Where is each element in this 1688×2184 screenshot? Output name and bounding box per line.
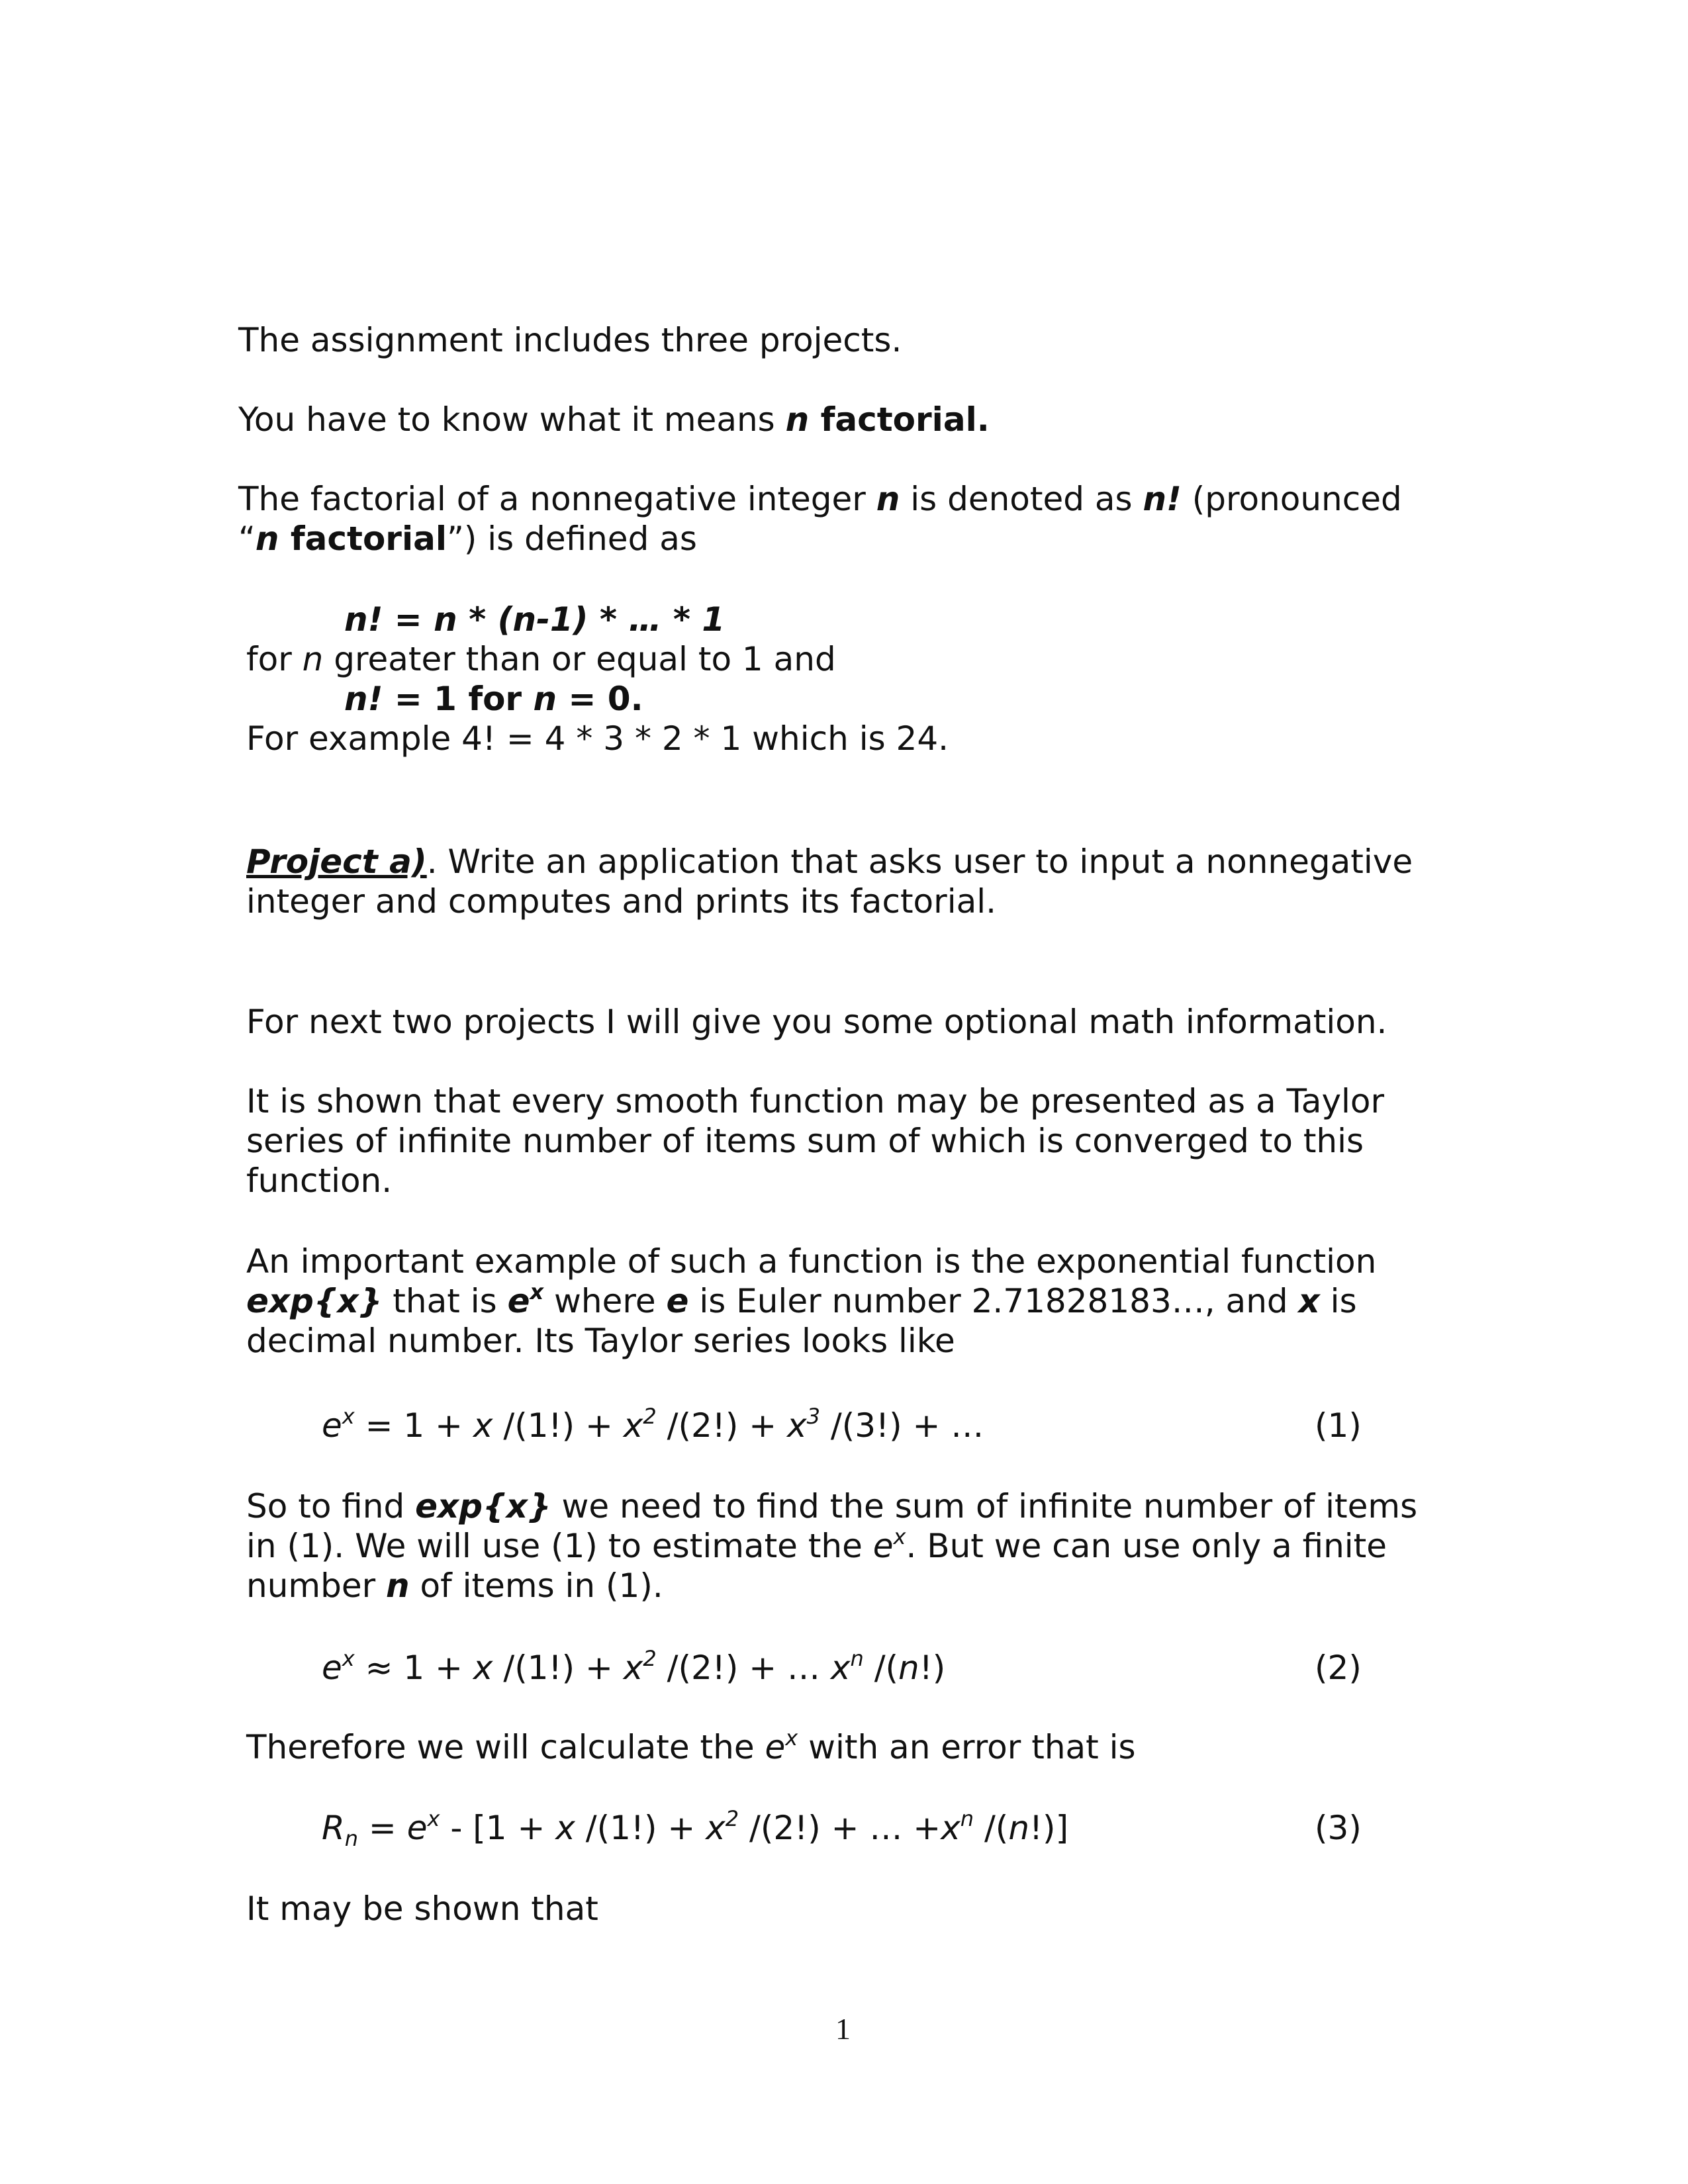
equation-3: $R_n = e^x - [1 + x$ $/(1!) + x^2$ /(2!) + … $+x^n$ /(n!)] — [322, 1806, 1069, 1851]
exp-line-1: An important example of such a function is the exponential function — [246, 1242, 1377, 1281]
equation-3-number: (3) — [1315, 1809, 1362, 1847]
assignment-line: The assignment includes three projects. — [238, 321, 902, 359]
taylor-line-2: series of infinite number of items sum of which is converged to this — [246, 1122, 1364, 1160]
example-line: For example 4! = 4 * 3 * 2 * 1 which is 24. — [246, 719, 949, 758]
equation-2-number: (2) — [1315, 1649, 1362, 1687]
zero-factorial-line: n! = 1 for n = 0. — [344, 680, 643, 718]
equation-1-number: (1) — [1315, 1406, 1362, 1445]
project-a-line-2: integer and computes and prints its factorial. — [246, 882, 997, 921]
sum-line-2: in (1). We will use (1) to estimate the $e^x$. But we can use only a finite — [246, 1524, 1387, 1565]
factorial-formula: n! = n * (n-1) * … * 1 — [344, 600, 726, 639]
closing-line: It may be shown that — [246, 1889, 598, 1928]
project-a-line-1: Project a). Write an application that asks user to input a nonnegative — [246, 842, 1413, 881]
page-number: 1 — [835, 2012, 851, 2046]
exp-line-3: decimal number. Its Taylor series looks like — [246, 1322, 955, 1360]
math-info-line: For next two projects I will give you some optional math information. — [246, 1003, 1387, 1041]
exp-line-2: exp{x} that is $e^x$ where e is Euler number 2.71828183…, and x is — [246, 1279, 1357, 1320]
taylor-line-1: It is shown that every smooth function may be presented as a Taylor — [246, 1082, 1385, 1120]
sum-line-1: So to find exp{x} we need to find the sum of infinite number of items — [246, 1487, 1418, 1525]
know-line: You have to know what it means n factorial. — [238, 400, 990, 439]
definition-line-1: The factorial of a nonnegative integer n is denoted as n! (pronounced — [238, 480, 1402, 518]
error-line: Therefore we will calculate the $e^x$ with an error that is — [246, 1725, 1136, 1766]
project-a-label: Project a) — [246, 842, 427, 881]
equation-2: $e^x \approx 1 + x$ $/(1!) + x^2$ /(2!) + … $x^n$ /(n!) — [322, 1646, 946, 1687]
definition-line-2: “n factorial”) is defined as — [238, 520, 697, 558]
equation-1: $e^x = 1 + x$ $/(1!) + x^2$ $/(2!) + x^3$ /(3!) + … — [322, 1404, 984, 1445]
condition-line: for n greater than or equal to 1 and — [246, 640, 836, 678]
taylor-line-3: function. — [246, 1161, 393, 1200]
sum-line-3: number n of items in (1). — [246, 1567, 663, 1605]
